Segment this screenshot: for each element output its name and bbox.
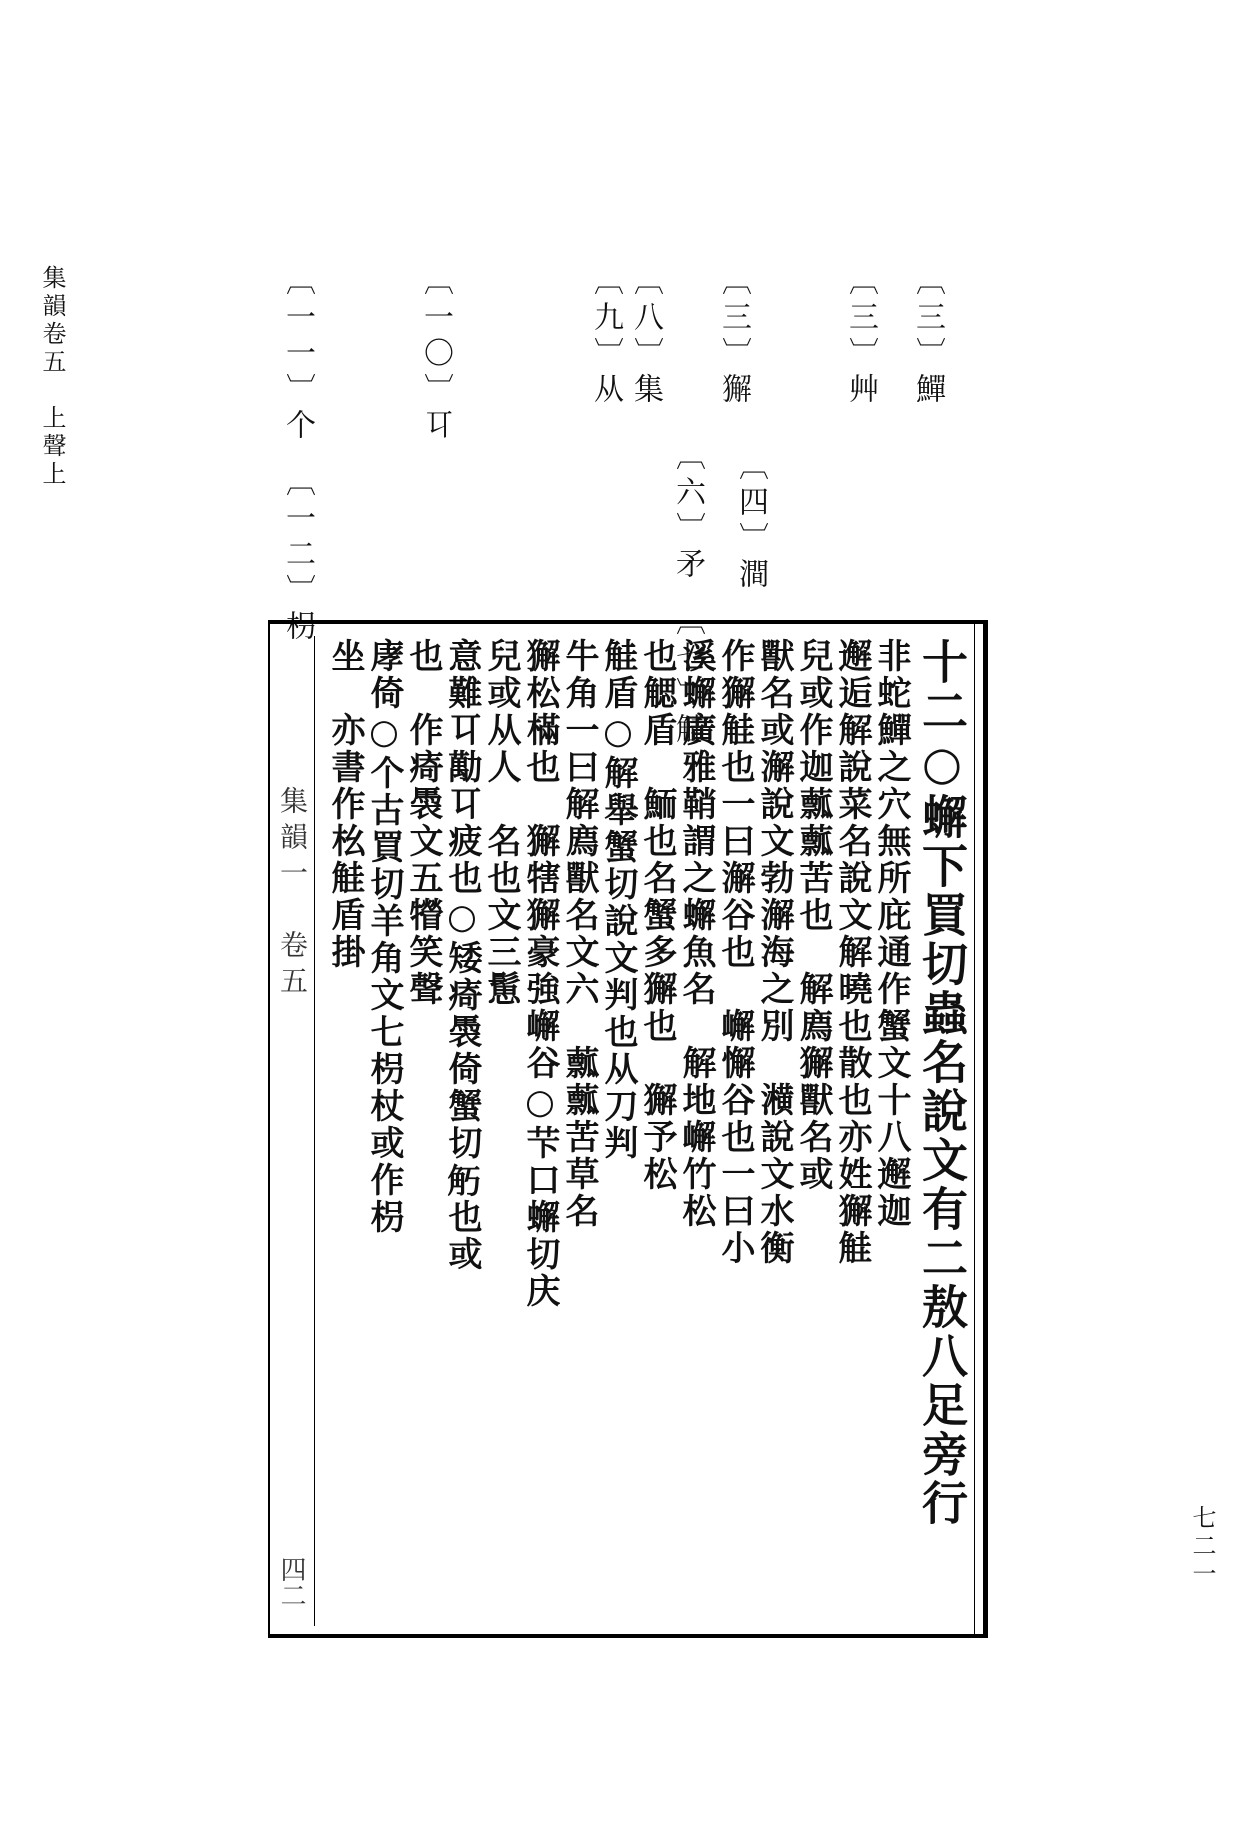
fold-title: 集韻一 卷五 (276, 786, 309, 1002)
collation-note: 〔一〇〕㔿 (418, 265, 453, 445)
text-column: 非蛇鱓之穴無所庇通作蟹文十八邂迦 (871, 638, 911, 1230)
text-column: 觟盾○解舉蟹切說文判也从刀判 (598, 638, 638, 1162)
text-column: 牛角一曰解廌獸名文六 䕯䕯苦草名 (559, 638, 599, 1230)
text-column: 獸名或澥說文勃澥海之別 㶇說文水衡 (754, 638, 794, 1267)
text-column: 兒或作迦䕯䕯苦也 解廌獬獸名或 (793, 638, 833, 1193)
text-column: 坐 亦書作㭃觟盾掛 (325, 638, 365, 971)
text-column: 兒或从人 名也文三䰄 (481, 638, 521, 1008)
text-column: 意難㔿勱㔿疲也○矮㾨䮍倚蟹切𧢵也或 (442, 638, 482, 1273)
text-column: 也 作㾨䮍文五㹙笑聲 (403, 638, 443, 1008)
collation-note: 〔一一〕个 〔一二〕枴 (280, 265, 315, 646)
text-column: 庨倚○个古買切羊角文七枴杖或作枴 (364, 638, 404, 1236)
fold-number: 四二 (276, 1556, 306, 1608)
collation-note: 〔四〕澗 (733, 450, 768, 594)
collation-note: 〔六〕矛 〔七〕觟 (670, 440, 705, 749)
collation-note: 〔八〕集 (628, 265, 663, 409)
collation-note: 〔三〕艸 (843, 265, 878, 409)
collation-note: 〔三〕鱓 (910, 265, 945, 409)
text-column: 作獬觟也一曰澥谷也 嶰懈谷也一曰小 (715, 638, 755, 1267)
text-column: 邂逅解說菜名說文解曉也散也亦姓獬觟 (832, 638, 872, 1267)
collation-note: 〔三〕獬 (716, 265, 751, 409)
text-frame (268, 620, 988, 1638)
text-column: 十二○蠏下買切蟲名說文有二敖八足旁行 (915, 638, 969, 1528)
page-number: 七二一 (1188, 1505, 1216, 1589)
running-head: 集韻卷五 上聲上 (38, 265, 66, 489)
collation-note: 〔九〕从 (588, 265, 623, 409)
text-column: 溪蠏廣雅鞘謂之蠏魚名 解地嶰竹松 (676, 638, 716, 1230)
text-column: 也䚡盾 鮞也名蟹多獬也 獬予松 (637, 638, 677, 1193)
text-column: 獬松樠也 獬犗獬豪強嶰谷○芐口蠏切庆 (520, 638, 560, 1310)
fold-margin (274, 636, 315, 1626)
